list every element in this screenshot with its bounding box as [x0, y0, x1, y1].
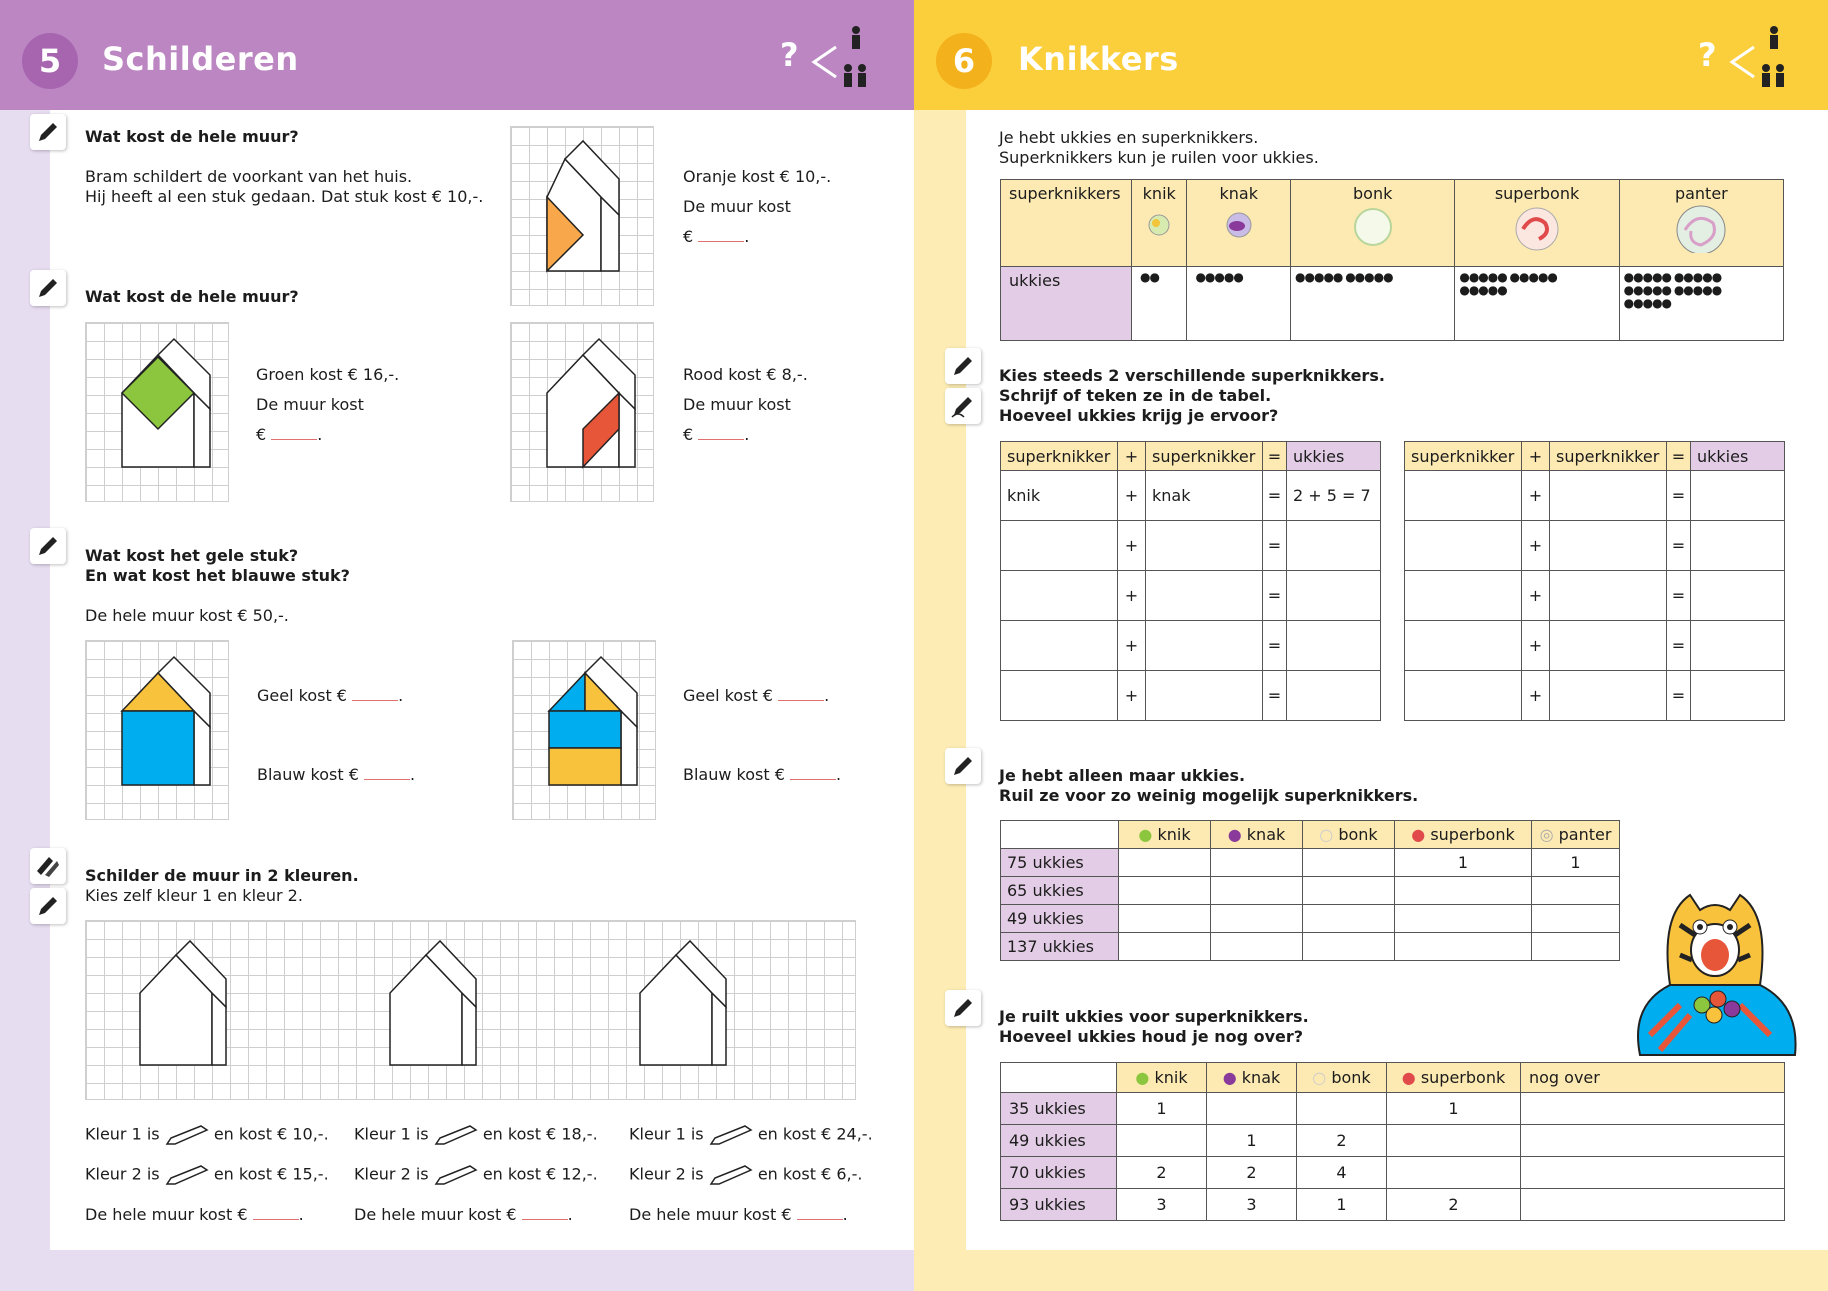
pencil-icon — [434, 1164, 478, 1186]
sum-table-left[interactable]: superknikker + superknikker = ukkies knik + knak = 2 + 5 = 7 + = + = + = + = — [1000, 441, 1381, 721]
lesson-number: 5 — [38, 42, 62, 80]
cell: 2 + 5 = 7 — [1287, 471, 1381, 521]
pencil-icon — [945, 990, 981, 1026]
total-answer[interactable]: De hele muur kost € . — [85, 1205, 304, 1224]
ukkies-dots-panter: ●●●●● ●●●●● ●●●●● ●●●●● ●●●●● — [1619, 267, 1783, 341]
wall-cost-label: De muur kost — [683, 395, 791, 414]
row-label: 65 ukkies — [1001, 877, 1119, 905]
question-mark-icon: ? — [1698, 36, 1717, 74]
pencil-icon — [709, 1164, 753, 1186]
col-panter: ◎ panter — [1532, 821, 1620, 849]
lesson-number-badge — [22, 33, 78, 89]
color-pencils-icon — [30, 848, 66, 884]
col-superbonk: ● superbonk — [1395, 821, 1532, 849]
row-label: 49 ukkies — [1001, 905, 1119, 933]
total-cost: De hele muur kost € 50,-. — [85, 606, 289, 625]
lesson-number: 6 — [952, 42, 976, 80]
intro-line-2: Superknikkers kun je ruilen voor ukkies. — [999, 148, 1319, 167]
row-label: 137 ukkies — [1001, 933, 1119, 961]
exchange-table[interactable]: ● knik ● knak ○ bonk ● superbonk ◎ panter 75 ukkies 1 1 65 ukkies 49 ukkies 137 ukkies — [1000, 820, 1620, 961]
equals-sign: = — [1263, 442, 1287, 471]
yellow-cost[interactable]: Geel kost € . — [683, 686, 830, 705]
question-3-title2: En wat kost het blauwe stuk? — [85, 566, 350, 585]
question-4-title: Schilder de muur in 2 kleuren. — [85, 866, 359, 885]
row-label: 93 ukkies — [1001, 1189, 1117, 1221]
red-price: Rood kost € 8,-. — [683, 365, 808, 384]
question-2-title: Wat kost de hele muur? — [85, 287, 299, 306]
reasoning-icon — [780, 22, 870, 92]
pencil-icon — [165, 1124, 209, 1146]
question-1-title: Wat kost de hele muur? — [85, 127, 299, 146]
house-grid-red — [510, 322, 654, 502]
wall-cost-label: De muur kost — [683, 197, 791, 216]
question-3-line2: Ruil ze voor zo weinig mogelijk superknikkers. — [999, 786, 1419, 805]
knak-marble-icon — [1222, 203, 1256, 243]
superbonk-marble-icon — [1513, 203, 1561, 251]
row-label: 49 ukkies — [1001, 1125, 1117, 1157]
house-grid-yellow-blue-1 — [85, 640, 229, 820]
question-3-line1: Je hebt alleen maar ukkies. — [999, 766, 1246, 785]
people-icon — [780, 22, 870, 92]
color-1-row: Kleur 1 is en kost € 24,-. — [629, 1124, 873, 1146]
col-nog-over: nog over — [1521, 1063, 1785, 1093]
marble-value-table — [1000, 179, 1784, 341]
knik-marble-icon — [1144, 203, 1174, 243]
house-grid-orange — [510, 126, 654, 306]
plus-sign: + — [1118, 442, 1146, 471]
question-2-line1: Kies steeds 2 verschillende superknikkers. — [999, 366, 1385, 385]
answer-line[interactable]: € . — [683, 227, 750, 246]
row-label: 35 ukkies — [1001, 1093, 1117, 1125]
question-4-line2: Hoeveel ukkies houd je nog over? — [999, 1027, 1304, 1046]
marble-knak: knak — [1187, 180, 1291, 267]
tiger-mascot-illustration — [1620, 885, 1810, 1060]
question-2-line3: Hoeveel ukkies krijg je ervoor? — [999, 406, 1279, 425]
question-1-line2: Hij heeft al een stuk gedaan. Dat stuk kost € 10,-. — [85, 187, 484, 206]
yellow-cost[interactable]: Geel kost € . — [257, 686, 404, 705]
remainder-table[interactable]: ● knik ● knak ○ bonk ● superbonk nog over 35 ukkies 1 1 49 ukkies 1 2 70 ukkies 2 2 4 93 ukkies 3 3 1 2 — [1000, 1062, 1785, 1221]
total-answer[interactable]: De hele muur kost € . — [629, 1205, 848, 1224]
col-superknikker: superknikker — [1405, 442, 1522, 471]
lesson-number-badge-right — [936, 33, 992, 89]
col-bonk: ○ bonk — [1297, 1063, 1387, 1093]
blue-cost[interactable]: Blauw kost € . — [683, 765, 842, 784]
col-bonk: ○ bonk — [1303, 821, 1395, 849]
page-title-right: Knikkers — [1018, 40, 1179, 78]
col-knik: ● knik — [1117, 1063, 1207, 1093]
marble-superbonk: superbonk — [1455, 180, 1619, 267]
marble-panter: panter — [1619, 180, 1783, 267]
bonk-marble-icon — [1351, 203, 1395, 247]
pencil-icon — [434, 1124, 478, 1146]
col-knak: ● knak — [1211, 821, 1303, 849]
equals-sign: = — [1667, 442, 1691, 471]
col-superknikker: superknikker — [1146, 442, 1263, 471]
question-mark-icon: ? — [780, 36, 799, 74]
reasoning-icon-right — [1698, 22, 1788, 92]
pencil-icon — [30, 114, 66, 150]
pencil-icon — [165, 1164, 209, 1186]
total-answer[interactable]: De hele muur kost € . — [354, 1205, 573, 1224]
col-knik: ● knik — [1119, 821, 1211, 849]
pencil-icon — [30, 270, 66, 306]
cell: knak — [1146, 471, 1263, 521]
pencil-icon — [30, 888, 66, 924]
ukkies-dots-bonk: ●●●●● ●●●●● — [1291, 267, 1455, 341]
blue-cost[interactable]: Blauw kost € . — [257, 765, 416, 784]
intro-line-1: Je hebt ukkies en superknikkers. — [999, 128, 1259, 147]
row-label: 75 ukkies — [1001, 849, 1119, 877]
col-superknikker: superknikker — [1550, 442, 1667, 471]
color-1-row: Kleur 1 is en kost € 10,-. — [85, 1124, 329, 1146]
orange-price: Oranje kost € 10,-. — [683, 167, 832, 186]
color-2-row: Kleur 2 is en kost € 12,-. — [354, 1164, 598, 1186]
row-label: 70 ukkies — [1001, 1157, 1117, 1189]
house-grid-yellow-blue-2 — [512, 640, 656, 820]
ukkies-dots-knik: ●● — [1132, 267, 1187, 341]
col-ukkies: ukkies — [1287, 442, 1381, 471]
col-superknikker: superknikker — [1001, 442, 1118, 471]
question-2-line2: Schrijf of teken ze in de tabel. — [999, 386, 1272, 405]
ukkies-dots-knak: ●●●●● — [1187, 267, 1291, 341]
house-grid-green — [85, 322, 229, 502]
answer-line[interactable]: € . — [683, 425, 750, 444]
pencil-icon — [709, 1124, 753, 1146]
marble-knik: knik — [1132, 180, 1187, 267]
cell: knik — [1001, 471, 1118, 521]
page-title: Schilderen — [102, 40, 299, 78]
pencil-icon — [945, 348, 981, 384]
question-4-line1: Je ruilt ukkies voor superknikkers. — [999, 1007, 1309, 1026]
answer-line[interactable]: € . — [256, 425, 323, 444]
coloring-grid[interactable] — [85, 920, 856, 1100]
table-header-superknikkers: superknikkers — [1001, 180, 1132, 267]
sum-table-right[interactable]: superknikker + superknikker = ukkies + = + = + = + = + = — [1404, 441, 1785, 721]
marble-bonk: bonk — [1291, 180, 1455, 267]
plus-sign: + — [1522, 442, 1550, 471]
question-1-line1: Bram schildert de voorkant van het huis. — [85, 167, 413, 186]
question-3-title1: Wat kost het gele stuk? — [85, 546, 299, 565]
col-knak: ● knak — [1207, 1063, 1297, 1093]
pencil-icon — [30, 528, 66, 564]
ukkies-dots-superbonk: ●●●●● ●●●●● ●●●●● — [1455, 267, 1619, 341]
draw-icon — [945, 388, 981, 424]
green-price: Groen kost € 16,-. — [256, 365, 400, 384]
color-2-row: Kleur 2 is en kost € 6,-. — [629, 1164, 862, 1186]
col-ukkies: ukkies — [1691, 442, 1785, 471]
wall-cost-label: De muur kost — [256, 395, 364, 414]
panter-marble-icon — [1673, 203, 1729, 253]
people-icon — [1698, 22, 1788, 92]
question-4-sub: Kies zelf kleur 1 en kleur 2. — [85, 886, 303, 905]
pencil-icon — [945, 748, 981, 784]
col-superbonk: ● superbonk — [1387, 1063, 1521, 1093]
color-1-row: Kleur 1 is en kost € 18,-. — [354, 1124, 598, 1146]
ukkies-row-label: ukkies — [1001, 267, 1132, 341]
color-2-row: Kleur 2 is en kost € 15,-. — [85, 1164, 329, 1186]
